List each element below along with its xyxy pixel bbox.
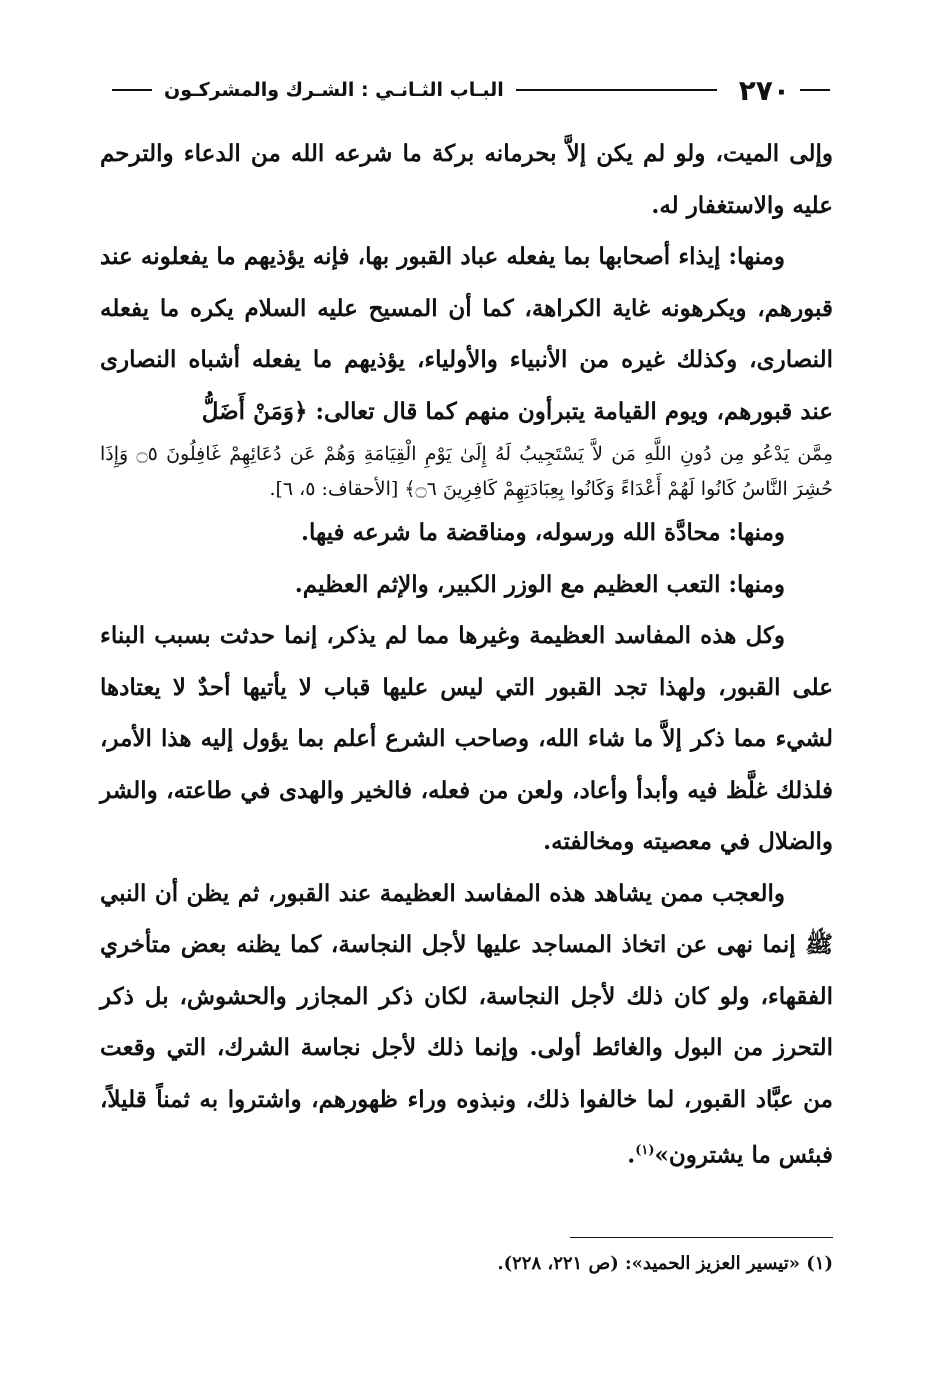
paragraph: ومنها: إيذاء أصحابها بما يفعله عباد القبور بها، فإنه يؤذيهم ما يفعلونه عند قبورهم، ويكرهونه غاية الكراهة، كما أن المسيح عليه السلام يكره ما يفعله النصارى، وكذلك غيره من الأنبياء والأولياء، يؤذيهم ما يفعله أشباه النصارى عند قبورهم، ويوم القيامة يتبرأون منهم كما قال تعالى: ﴿وَمَنْ أَضَلُّ (100, 243, 833, 425)
header-rule (516, 89, 717, 91)
running-header (100, 70, 830, 110)
footnote: (١) «تيسير العزيز الحميد»: (ص ٢٢١، ٢٢٨). (497, 1253, 833, 1274)
paragraph: وإلى الميت، ولو لم يكن إلاَّ بحرمانه بركة ما شرعه الله من الدعاء والترحم عليه والاستغفار له. (100, 140, 833, 219)
body-text (100, 128, 833, 1181)
page-number: ٢٧٠ (738, 73, 790, 107)
chapter-title: البـاب الثـانـي : الشـرك والمشركـون (164, 79, 504, 101)
footnote-marker[interactable]: (١) (635, 1143, 655, 1158)
paragraph: ومنها: التعب العظيم مع الوزر الكبير، والإثم العظيم. (294, 570, 785, 598)
paragraph: ومنها: محادَّة الله ورسوله، ومناقضة ما شرعه فيها. (301, 519, 785, 546)
paragraph: والعجب ممن يشاهد هذه المفاسد العظيمة عند القبور، ثم يظن أن النبي ﷺ إنما نهى عن اتخاذ المساجد عليها لأجل النجاسة، كما يظنه بعض متأخري الفقهاء، ولو كان ذلك لأجل النجاسة، لكان ذكر المجازر والحشوش، بل ذكر التحرز من البول والغائط أولى. وإنما ذلك لأجل نجاسة الشرك، التي وقعت من عبَّاد القبور، لما خالفوا ذلك، ونبذوه وراء ظهورهم، واشتروا به ثمناً قليلاً، فبئس ما يشترون»$^{(١)}$. (100, 879, 833, 1169)
paragraph: وكل هذه المفاسد العظيمة وغيرها مما لم يذكر، إنما حدثت بسبب البناء على القبور، ولهذا تجد القبور التي ليس عليها قباب لا يأتيها أحدٌ لا يعتادها لشيء مما ذكر إلاَّ ما شاء الله، وصاحب الشرع أعلم بما يؤول إليه هذا الأمر، فلذلك غلَّظ فيه وأبدأ وأعاد، ولعن من فعله، فالخير والهدى في طاعته، والشر والضلال في معصيته ومخالفته. (100, 622, 833, 855)
header-dash (800, 89, 830, 91)
quran-verse: مِمَّن يَدْعُو مِن دُونِ اللَّهِ مَن لاَّ يَسْتَجِيبُ لَهُ إِلَىٰ يَوْمِ الْقِيَامَةِ وَهُمْ عَن دُعَائِهِمْ غَافِلُونَ ۝٥ وَإِذَا حُشِرَ النَّاسُ كَانُوا لَهُمْ أَعْدَاءً وَكَانُوا بِعِبَادَتِهِمْ كَافِرِينَ ۝٦﴾ [الأحقاف: ٥، ٦]. (100, 443, 834, 500)
footnote-divider (570, 1237, 833, 1238)
header-rule-left (112, 89, 152, 91)
paragraph-text: والعجب ممن يشاهد هذه المفاسد العظيمة عند القبور، ثم يظن أن النبي ﷺ إنما نهى عن اتخاذ المساجد عليها لأجل النجاسة، كما يظنه بعض متأخري الفقهاء، ولو كان ذلك لأجل النجاسة، لكان ذكر المجازر والحشوش، بل ذكر التحرز من البول والغائط أولى. وإنما ذلك لأجل نجاسة الشرك، التي وقعت من عبَّاد القبور، لما خالفوا ذلك، ونبذوه وراء ظهورهم، واشتروا به ثمناً قليلاً، فبئس ما يشترون» (100, 879, 833, 1169)
